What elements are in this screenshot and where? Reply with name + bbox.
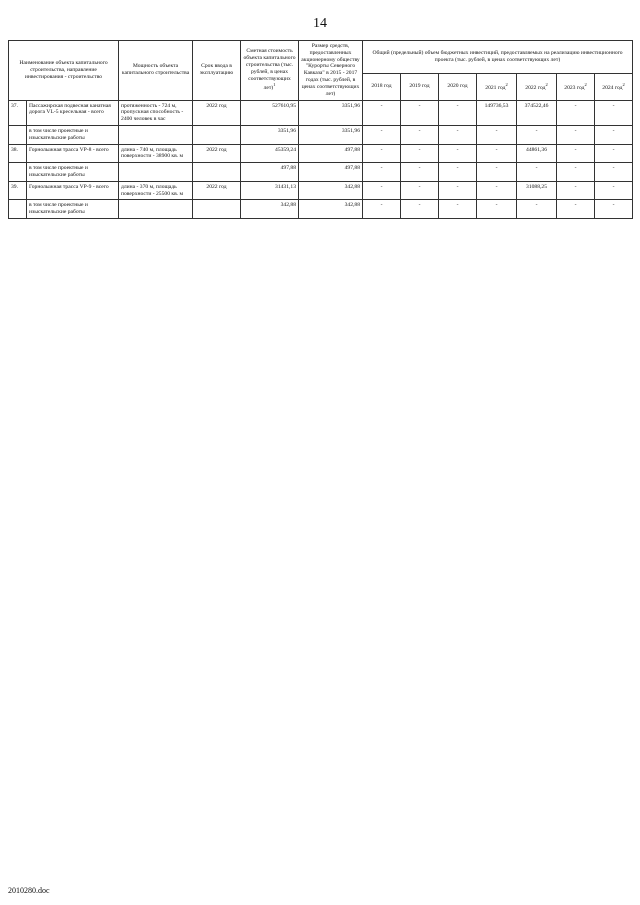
row-funds: 342,88 xyxy=(299,200,363,219)
row-year-value: - xyxy=(477,200,517,219)
table-row xyxy=(9,163,633,182)
row-cost: 342,88 xyxy=(241,200,299,219)
row-year-value: - xyxy=(557,163,595,182)
row-year-value: - xyxy=(401,181,439,200)
header-year-label: 2020 год xyxy=(447,83,468,90)
row-year-value: - xyxy=(477,163,517,182)
row-index: 38. xyxy=(9,144,27,163)
row-year-value: - xyxy=(595,125,633,144)
row-year-value: - xyxy=(557,181,595,200)
table-row xyxy=(9,100,633,125)
row-funds: 3351,96 xyxy=(299,125,363,144)
header-year-label: 2018 год xyxy=(371,83,392,90)
investment-table-container xyxy=(8,40,632,219)
row-cost: 497,88 xyxy=(241,163,299,182)
header-year xyxy=(517,74,557,100)
row-year-value: - xyxy=(517,163,557,182)
header-year xyxy=(401,74,439,100)
row-year-value: - xyxy=(439,163,477,182)
row-year-value: - xyxy=(401,163,439,182)
row-cost: 527610,95 xyxy=(241,100,299,125)
row-year-value: - xyxy=(401,200,439,219)
header-year-sup: 2 xyxy=(584,82,587,88)
header-year-label: 2022 год xyxy=(525,84,546,91)
row-year-value: - xyxy=(401,100,439,125)
row-name: Горнолыжная трасса VP-9 - всего xyxy=(27,181,119,200)
row-year-value: 44861,36 xyxy=(517,144,557,163)
row-year-value: - xyxy=(595,163,633,182)
header-year-sup: 2 xyxy=(622,82,625,88)
row-year-value: - xyxy=(477,144,517,163)
header-year xyxy=(477,74,517,100)
table-header xyxy=(9,41,633,101)
header-term: Срок ввода в эксплуатацию xyxy=(193,41,241,101)
table-row xyxy=(9,144,633,163)
table-row xyxy=(9,125,633,144)
row-year-value: - xyxy=(363,125,401,144)
header-cost xyxy=(241,41,299,101)
header-year xyxy=(557,74,595,100)
row-year-value: - xyxy=(595,100,633,125)
header-cost-sup: 1 xyxy=(273,82,276,88)
header-year-label: 2023 год xyxy=(564,84,585,91)
row-index: 39. xyxy=(9,181,27,200)
row-year-value: - xyxy=(595,200,633,219)
row-name: в том числе проектные и изыскательские работы xyxy=(27,163,119,182)
row-funds: 3351,96 xyxy=(299,100,363,125)
header-cost-text: Сметная стоимость объекта капитального строительства (тыс. рублей, в ценах соответствующих лет) xyxy=(243,48,296,92)
row-year-value: - xyxy=(595,144,633,163)
row-term: 2022 год xyxy=(193,144,241,163)
row-index xyxy=(9,200,27,219)
header-year-label: 2024 год xyxy=(602,84,623,91)
row-term xyxy=(193,125,241,144)
row-term xyxy=(193,200,241,219)
row-capacity xyxy=(119,200,193,219)
row-year-value: 31088,25 xyxy=(517,181,557,200)
row-year-value: 149736,53 xyxy=(477,100,517,125)
row-year-value: - xyxy=(557,125,595,144)
row-funds: 497,88 xyxy=(299,144,363,163)
row-year-value: - xyxy=(557,200,595,219)
header-year-sup: 2 xyxy=(545,82,548,88)
row-year-value: - xyxy=(517,125,557,144)
row-cost: 45359,24 xyxy=(241,144,299,163)
row-term: 2022 год xyxy=(193,181,241,200)
row-name: Пассажирская подвесная канатная дорога VL-5 кресельная - всего xyxy=(27,100,119,125)
row-name: в том числе проектные и изыскательские работы xyxy=(27,125,119,144)
row-capacity xyxy=(119,163,193,182)
row-funds: 342,88 xyxy=(299,181,363,200)
row-year-value: 374522,46 xyxy=(517,100,557,125)
row-year-value: - xyxy=(439,200,477,219)
row-year-value: - xyxy=(439,144,477,163)
row-year-value: - xyxy=(557,100,595,125)
page-number: 14 xyxy=(313,16,327,31)
row-year-value: - xyxy=(595,181,633,200)
header-year-sup: 2 xyxy=(505,82,508,88)
row-year-value: - xyxy=(557,144,595,163)
row-name: в том числе проектные и изыскательские работы xyxy=(27,200,119,219)
header-capacity: Мощность объекта капитального строительства xyxy=(119,41,193,101)
row-year-value: - xyxy=(363,144,401,163)
header-investment-group: Общий (предельный) объем бюджетных инвестиций, предоставляемых на реализацию инвестиционного проекта (тыс. рублей, в ценах соответствующих лет) xyxy=(363,41,633,74)
row-capacity xyxy=(119,125,193,144)
row-year-value: - xyxy=(363,100,401,125)
row-year-value: - xyxy=(363,181,401,200)
table-body xyxy=(9,100,633,219)
row-term xyxy=(193,163,241,182)
row-capacity: длина - 370 м, площадь поверхности - 25500 кв. м xyxy=(119,181,193,200)
row-index xyxy=(9,125,27,144)
row-index xyxy=(9,163,27,182)
header-year xyxy=(595,74,633,100)
row-term: 2022 год xyxy=(193,100,241,125)
table-row xyxy=(9,200,633,219)
row-year-value: - xyxy=(401,144,439,163)
row-cost: 3351,96 xyxy=(241,125,299,144)
header-year-label: 2021 год xyxy=(485,84,506,91)
header-funds: Размер средств, предоставленных акционерному обществу "Курорты Северного Кавказа" в 2015 - 2017 годах (тыс. рублей, в ценах соответствующих лет) xyxy=(299,41,363,101)
header-year-label: 2019 год xyxy=(409,83,430,90)
header-year xyxy=(363,74,401,100)
row-capacity: длина - 740 м, площадь поверхности - 38900 кв. м xyxy=(119,144,193,163)
row-name: Горнолыжная трасса VP-8 - всего xyxy=(27,144,119,163)
row-cost: 31431,13 xyxy=(241,181,299,200)
row-year-value: - xyxy=(363,200,401,219)
row-year-value: - xyxy=(439,181,477,200)
row-year-value: - xyxy=(363,163,401,182)
header-name: Наименование объекта капитального строительства, направление инвестирования - строительство xyxy=(9,41,119,101)
row-year-value: - xyxy=(401,125,439,144)
row-year-value: - xyxy=(477,181,517,200)
row-capacity: протяженность - 724 м, пропускная способность - 2400 человек в час xyxy=(119,100,193,125)
row-funds: 497,88 xyxy=(299,163,363,182)
footer-filename: 2010280.doc xyxy=(8,886,50,895)
row-index: 37. xyxy=(9,100,27,125)
header-year xyxy=(439,74,477,100)
row-year-value: - xyxy=(439,125,477,144)
table-row xyxy=(9,181,633,200)
row-year-value: - xyxy=(439,100,477,125)
row-year-value: - xyxy=(517,200,557,219)
investment-table xyxy=(8,40,633,219)
row-year-value: - xyxy=(477,125,517,144)
